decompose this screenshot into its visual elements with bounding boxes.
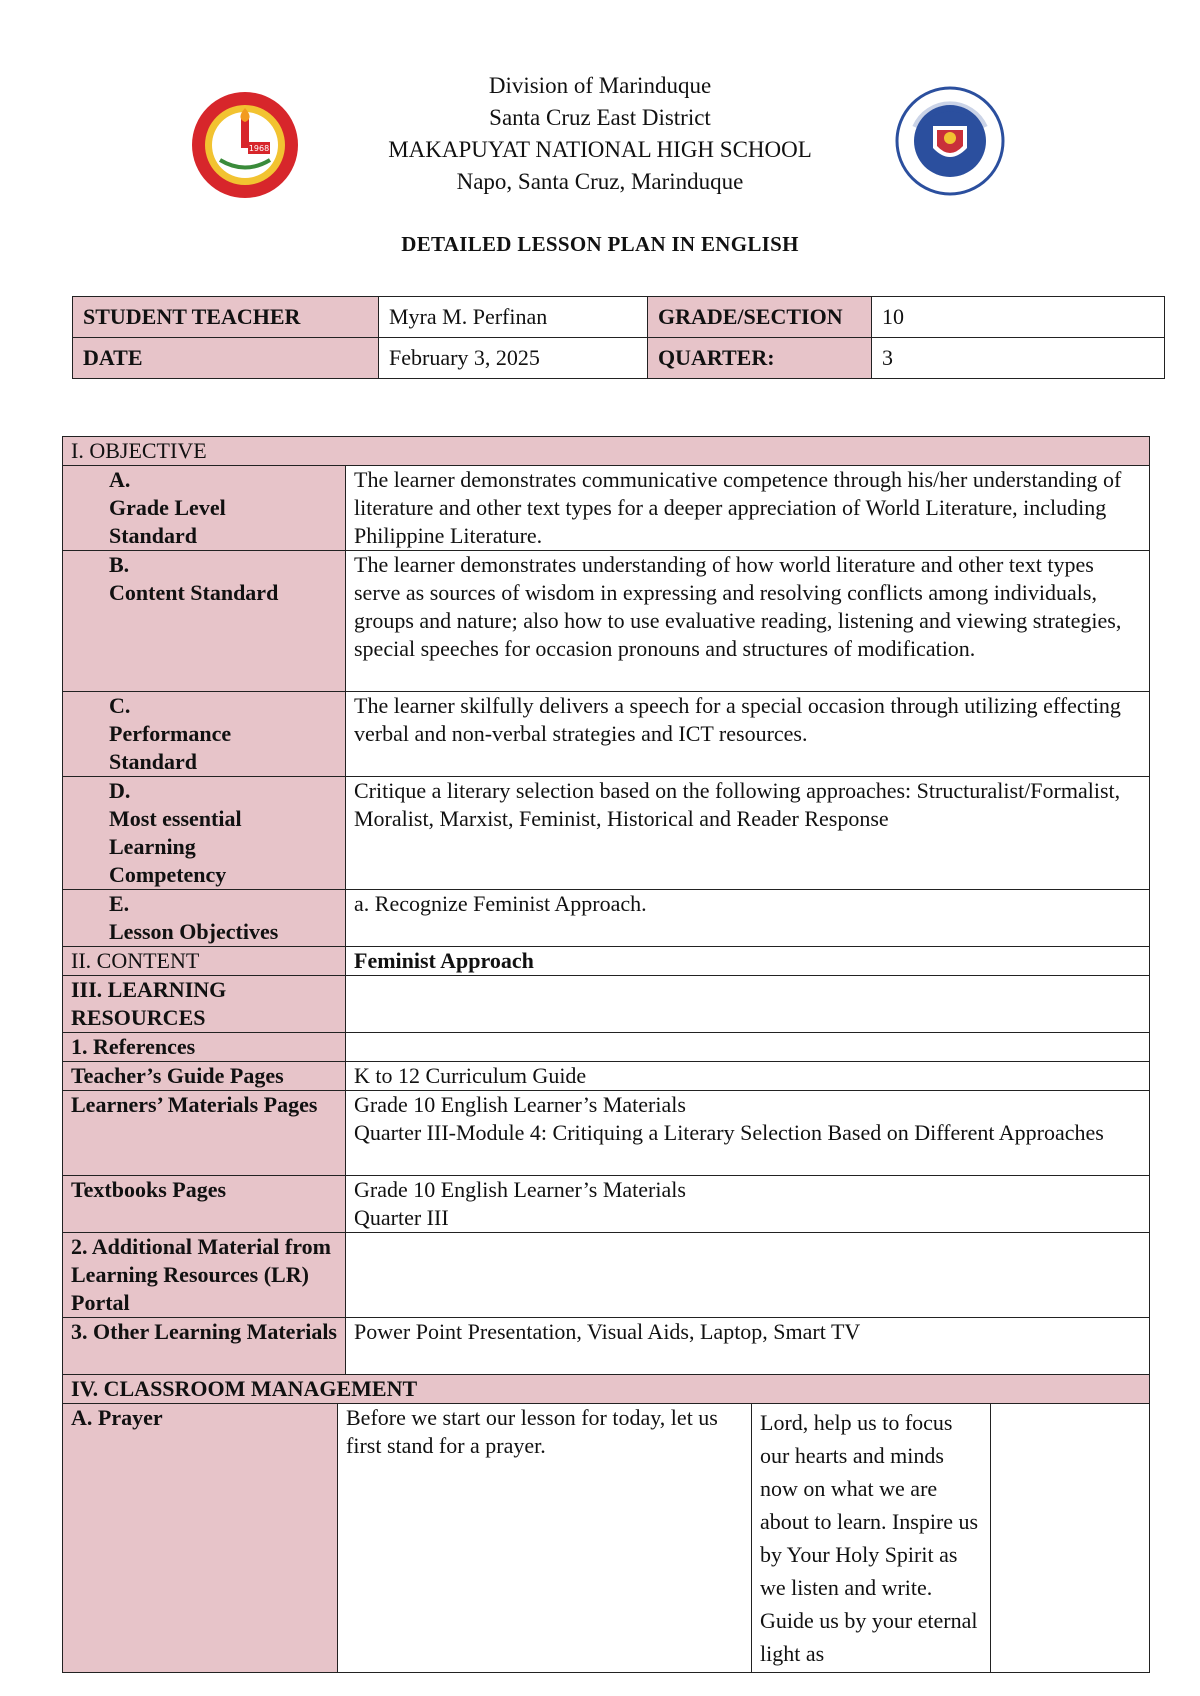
- content-row: [63, 947, 1150, 976]
- deped-seal-logo: [895, 86, 1005, 196]
- objective-row: [63, 466, 1150, 551]
- objective-row: [63, 692, 1150, 777]
- student-teacher-label: STUDENT TEACHER: [73, 297, 379, 338]
- objective-label: [63, 466, 346, 551]
- lesson-plan-table: [62, 436, 1150, 1673]
- learners-materials-row: [63, 1091, 1150, 1176]
- resources-heading: III. LEARNING RESOURCES: [63, 976, 346, 1033]
- prayer-cell: [63, 1404, 1150, 1673]
- other-materials-value: Power Point Presentation, Visual Aids, Laptop, Smart TV: [346, 1318, 1150, 1375]
- prayer-label: A. Prayer: [63, 1404, 338, 1672]
- letterhead-division: Division of Marinduque: [488, 73, 712, 98]
- additional-material-row: [63, 1233, 1150, 1318]
- svg-text:1968: 1968: [248, 144, 270, 153]
- objective-label: [63, 777, 346, 890]
- objective-heading: I. OBJECTIVE: [63, 437, 1150, 466]
- objective-label-text: Most essential Learning Competency: [109, 806, 242, 887]
- content-value: Feminist Approach: [346, 947, 1150, 976]
- textbooks-label: Textbooks Pages: [63, 1176, 346, 1233]
- objective-text: The learner skilfully delivers a speech for a special occasion through utilizing effecting verbal and non-verbal strategies and ICT resources.: [346, 692, 1150, 777]
- objective-label-text: Content Standard: [109, 580, 279, 605]
- teachers-guide-value: K to 12 Curriculum Guide: [346, 1062, 1150, 1091]
- teachers-guide-label: Teacher’s Guide Pages: [63, 1062, 346, 1091]
- prayer-student-activity: Lord, help us to focus our hearts and minds now on what we are about to learn. Inspire us by Your Holy Spirit as we listen and write. Guide us by your eternal light as: [752, 1404, 991, 1672]
- additional-material-blank: [346, 1233, 1150, 1318]
- objective-label: [63, 890, 346, 947]
- textbooks-value: [346, 1176, 1150, 1233]
- objective-heading-row: [63, 437, 1150, 466]
- textbooks-line: Quarter III: [354, 1205, 449, 1230]
- objective-label-text: Lesson Objectives: [109, 919, 279, 944]
- letterhead-district: Santa Cruz East District: [489, 105, 711, 130]
- teachers-guide-row: [63, 1062, 1150, 1091]
- learners-materials-value: [346, 1091, 1150, 1176]
- classroom-heading-row: [63, 1375, 1150, 1404]
- learners-materials-label: Learners’ Materials Pages: [63, 1091, 346, 1176]
- school-seal-logo: [190, 90, 300, 200]
- objective-text: The learner demonstrates communicative competence through his/her understanding of literature and other text types for a deeper appreciation of World Literature, including Philippine Literature.: [346, 466, 1150, 551]
- objective-label-text: Performance Standard: [109, 721, 232, 774]
- date-label: DATE: [73, 338, 379, 379]
- resources-heading-row: [63, 976, 1150, 1033]
- grade-section-label: GRADE/SECTION: [648, 297, 872, 338]
- prayer-row: [63, 1404, 1150, 1673]
- objective-number: C.: [109, 693, 131, 718]
- objective-row: [63, 551, 1150, 692]
- prayer-teacher-activity: Before we start our lesson for today, let us first stand for a prayer.: [338, 1404, 752, 1672]
- letterhead: [300, 70, 900, 198]
- references-label: 1. References: [63, 1033, 346, 1062]
- textbooks-row: [63, 1176, 1150, 1233]
- classroom-heading: IV. CLASSROOM MANAGEMENT: [63, 1375, 1150, 1404]
- document-title: DETAILED LESSON PLAN IN ENGLISH: [401, 232, 799, 256]
- learners-materials-line: Quarter III-Module 4: Critiquing a Literary Selection Based on Different Approaches: [354, 1120, 1104, 1145]
- objective-text: a. Recognize Feminist Approach.: [346, 890, 1150, 947]
- other-materials-row: [63, 1318, 1150, 1375]
- prayer-grid: [63, 1404, 1149, 1672]
- student-teacher-value: Myra M. Perfinan: [379, 297, 648, 338]
- info-row: [73, 338, 1165, 379]
- resources-heading-blank: [346, 976, 1150, 1033]
- objective-label: [63, 551, 346, 692]
- quarter-label: QUARTER:: [648, 338, 872, 379]
- objective-row: [63, 890, 1150, 947]
- quarter-value: 3: [872, 338, 1165, 379]
- objective-number: A.: [109, 467, 131, 492]
- objective-label-text: Grade Level Standard: [109, 495, 226, 548]
- references-blank: [346, 1033, 1150, 1062]
- additional-material-label: 2. Additional Material from Learning Resources (LR) Portal: [63, 1233, 346, 1318]
- objective-number: E.: [109, 891, 130, 916]
- objective-number: B.: [109, 552, 130, 577]
- info-row: [73, 297, 1165, 338]
- letterhead-school: MAKAPUYAT NATIONAL HIGH SCHOOL: [388, 137, 812, 162]
- prayer-blank-column: [991, 1404, 1149, 1672]
- info-table: [72, 296, 1165, 379]
- letterhead-address: Napo, Santa Cruz, Marinduque: [456, 169, 744, 194]
- objective-label: [63, 692, 346, 777]
- references-row: [63, 1033, 1150, 1062]
- grade-section-value: 10: [872, 297, 1165, 338]
- learners-materials-line: Grade 10 English Learner’s Materials: [354, 1092, 686, 1117]
- date-value: February 3, 2025: [379, 338, 648, 379]
- objective-number: D.: [109, 778, 131, 803]
- objective-text: Critique a literary selection based on the following approaches: Structuralist/Formalist, Moralist, Marxist, Feminist, Historical and Reader Response: [346, 777, 1150, 890]
- content-label: II. CONTENT: [63, 947, 346, 976]
- other-materials-label: 3. Other Learning Materials: [63, 1318, 346, 1375]
- objective-text: The learner demonstrates understanding of how world literature and other text types serve as sources of wisdom in expressing and resolving conflicts among individuals, groups and nature; also how to use evaluative reading, listening and viewing strategies, special speeches for occasion pronouns and structures of modification.: [346, 551, 1150, 692]
- textbooks-line: Grade 10 English Learner’s Materials: [354, 1177, 686, 1202]
- objective-row: [63, 777, 1150, 890]
